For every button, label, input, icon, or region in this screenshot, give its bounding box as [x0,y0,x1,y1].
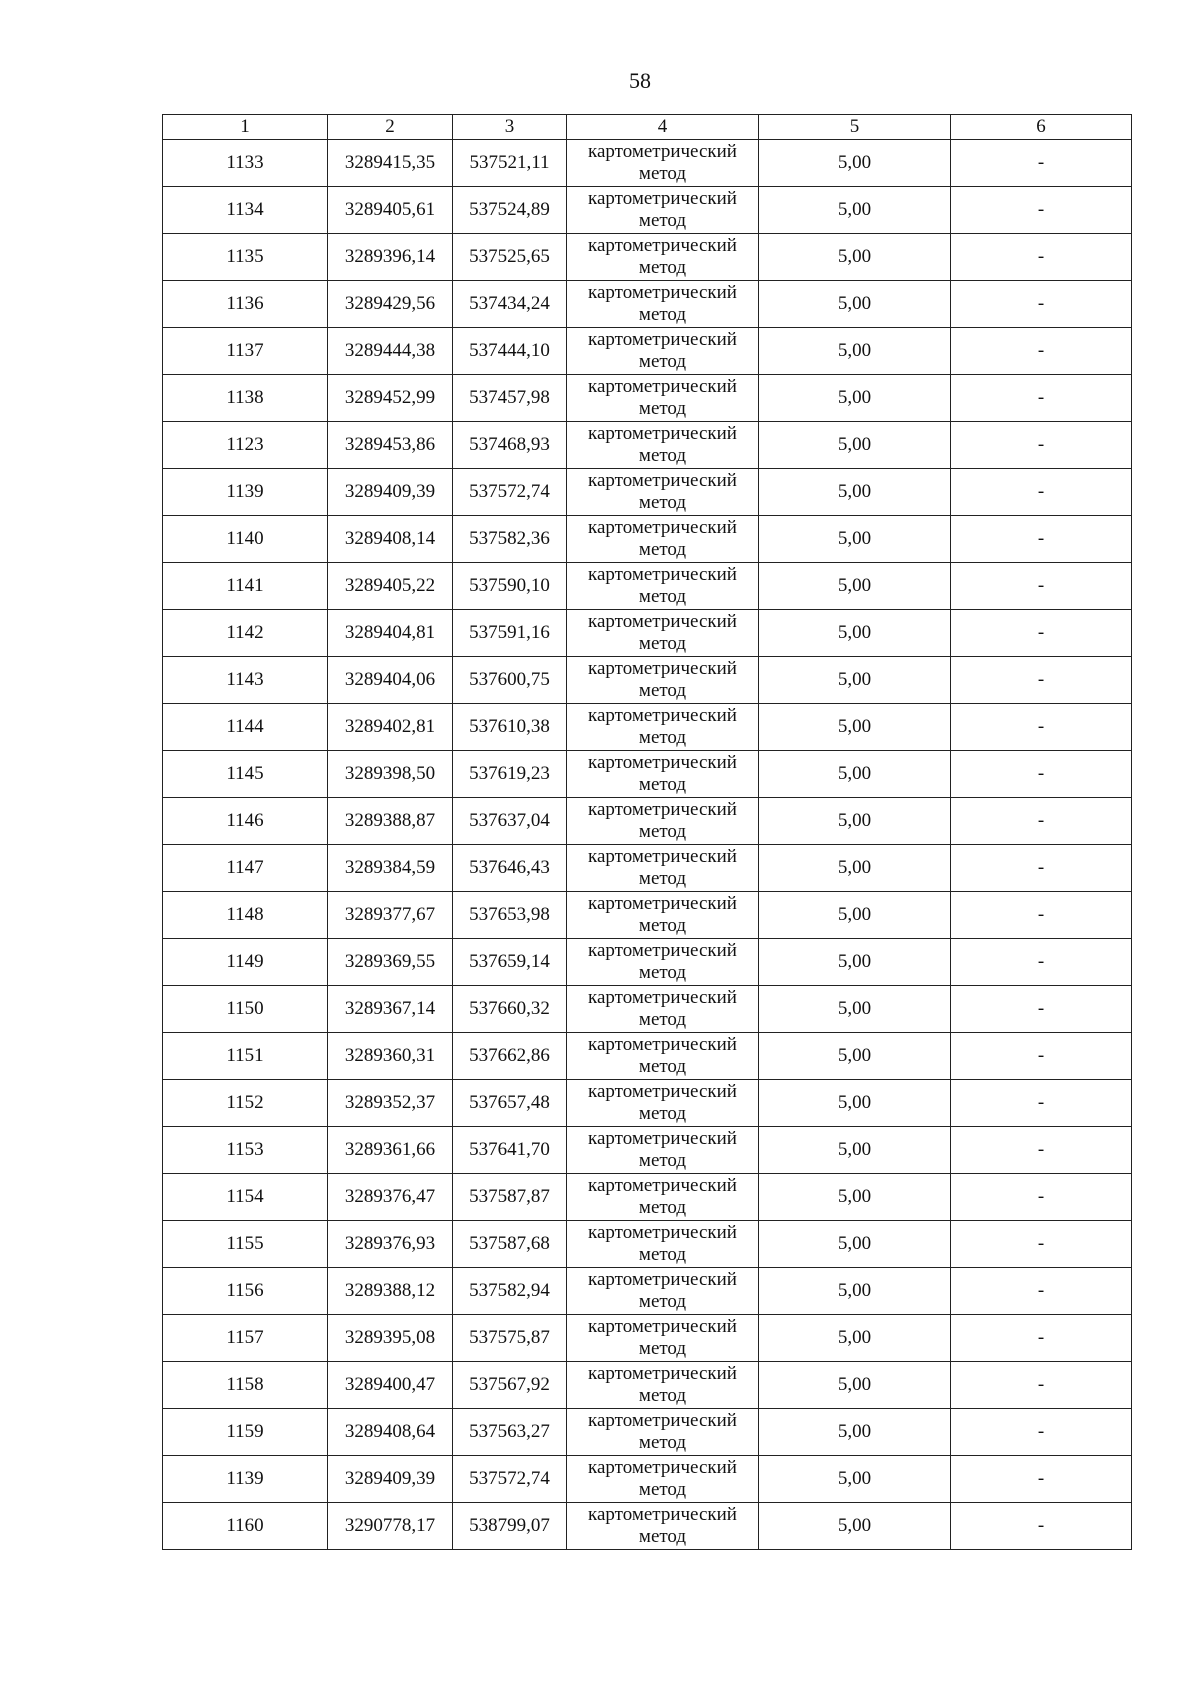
column-header-2: 2 [328,115,453,140]
method-cell: картометрический метод [567,751,759,798]
y-coordinate-cell: 537575,87 [453,1315,567,1362]
y-coordinate-cell: 537653,98 [453,892,567,939]
accuracy-cell: 5,00 [759,422,951,469]
accuracy-cell: 5,00 [759,1080,951,1127]
x-coordinate-cell: 3289405,22 [328,563,453,610]
note-cell: - [951,704,1132,751]
x-coordinate-cell: 3289388,87 [328,798,453,845]
table-row [163,1080,1132,1127]
point-number-cell: 1135 [163,234,328,281]
x-coordinate-cell: 3289367,14 [328,986,453,1033]
note-cell: - [951,1221,1132,1268]
method-cell: картометрический метод [567,1409,759,1456]
note-cell: - [951,1127,1132,1174]
accuracy-cell: 5,00 [759,751,951,798]
point-number-cell: 1152 [163,1080,328,1127]
point-number-cell: 1140 [163,516,328,563]
method-cell: картометрический метод [567,657,759,704]
y-coordinate-cell: 537587,68 [453,1221,567,1268]
x-coordinate-cell: 3289415,35 [328,140,453,187]
accuracy-cell: 5,00 [759,657,951,704]
y-coordinate-cell: 537572,74 [453,469,567,516]
x-coordinate-cell: 3289361,66 [328,1127,453,1174]
x-coordinate-cell: 3289452,99 [328,375,453,422]
x-coordinate-cell: 3289409,39 [328,469,453,516]
accuracy-cell: 5,00 [759,1221,951,1268]
note-cell: - [951,234,1132,281]
note-cell: - [951,610,1132,657]
method-cell: картометрический метод [567,1033,759,1080]
x-coordinate-cell: 3289376,93 [328,1221,453,1268]
method-cell: картометрический метод [567,1503,759,1550]
method-cell: картометрический метод [567,1456,759,1503]
header-row [163,115,1132,140]
table-row [163,1174,1132,1221]
point-number-cell: 1141 [163,563,328,610]
note-cell: - [951,1174,1132,1221]
note-cell: - [951,281,1132,328]
accuracy-cell: 5,00 [759,845,951,892]
page-number: 58 [629,68,651,93]
note-cell: - [951,939,1132,986]
note-cell: - [951,657,1132,704]
accuracy-cell: 5,00 [759,281,951,328]
x-coordinate-cell: 3289360,31 [328,1033,453,1080]
table-row [163,140,1132,187]
y-coordinate-cell: 537659,14 [453,939,567,986]
method-cell: картометрический метод [567,1268,759,1315]
y-coordinate-cell: 538799,07 [453,1503,567,1550]
point-number-cell: 1142 [163,610,328,657]
column-header-4: 4 [567,115,759,140]
accuracy-cell: 5,00 [759,140,951,187]
accuracy-cell: 5,00 [759,328,951,375]
table-row [163,798,1132,845]
note-cell: - [951,563,1132,610]
accuracy-cell: 5,00 [759,1033,951,1080]
note-cell: - [951,986,1132,1033]
y-coordinate-cell: 537468,93 [453,422,567,469]
note-cell: - [951,469,1132,516]
method-cell: картометрический метод [567,986,759,1033]
point-number-cell: 1144 [163,704,328,751]
accuracy-cell: 5,00 [759,1268,951,1315]
table-row [163,469,1132,516]
method-cell: картометрический метод [567,1221,759,1268]
x-coordinate-cell: 3289402,81 [328,704,453,751]
table-row [163,1268,1132,1315]
method-cell: картометрический метод [567,234,759,281]
table-row [163,657,1132,704]
x-coordinate-cell: 3289408,14 [328,516,453,563]
accuracy-cell: 5,00 [759,234,951,281]
point-number-cell: 1139 [163,469,328,516]
y-coordinate-cell: 537567,92 [453,1362,567,1409]
table-row [163,187,1132,234]
note-cell: - [951,328,1132,375]
y-coordinate-cell: 537637,04 [453,798,567,845]
note-cell: - [951,751,1132,798]
method-cell: картометрический метод [567,563,759,610]
accuracy-cell: 5,00 [759,986,951,1033]
point-number-cell: 1138 [163,375,328,422]
point-number-cell: 1154 [163,1174,328,1221]
method-cell: картометрический метод [567,469,759,516]
accuracy-cell: 5,00 [759,704,951,751]
accuracy-cell: 5,00 [759,1503,951,1550]
method-cell: картометрический метод [567,187,759,234]
y-coordinate-cell: 537646,43 [453,845,567,892]
point-number-cell: 1139 [163,1456,328,1503]
table-body [163,140,1132,1550]
column-header-6: 6 [951,115,1132,140]
point-number-cell: 1134 [163,187,328,234]
note-cell: - [951,140,1132,187]
y-coordinate-cell: 537572,74 [453,1456,567,1503]
note-cell: - [951,1315,1132,1362]
method-cell: картометрический метод [567,1362,759,1409]
method-cell: картометрический метод [567,939,759,986]
method-cell: картометрический метод [567,1174,759,1221]
x-coordinate-cell: 3289395,08 [328,1315,453,1362]
x-coordinate-cell: 3289444,38 [328,328,453,375]
table-row [163,234,1132,281]
column-header-5: 5 [759,115,951,140]
y-coordinate-cell: 537657,48 [453,1080,567,1127]
x-coordinate-cell: 3289408,64 [328,1409,453,1456]
table-row [163,328,1132,375]
x-coordinate-cell: 3289400,47 [328,1362,453,1409]
method-cell: картометрический метод [567,516,759,563]
coordinates-table [162,114,1132,1550]
note-cell: - [951,1409,1132,1456]
accuracy-cell: 5,00 [759,939,951,986]
point-number-cell: 1159 [163,1409,328,1456]
accuracy-cell: 5,00 [759,1174,951,1221]
note-cell: - [951,1268,1132,1315]
point-number-cell: 1143 [163,657,328,704]
method-cell: картометрический метод [567,798,759,845]
note-cell: - [951,845,1132,892]
x-coordinate-cell: 3289388,12 [328,1268,453,1315]
x-coordinate-cell: 3289396,14 [328,234,453,281]
y-coordinate-cell: 537610,38 [453,704,567,751]
y-coordinate-cell: 537582,36 [453,516,567,563]
method-cell: картометрический метод [567,328,759,375]
point-number-cell: 1137 [163,328,328,375]
point-number-cell: 1133 [163,140,328,187]
y-coordinate-cell: 537660,32 [453,986,567,1033]
x-coordinate-cell: 3289369,55 [328,939,453,986]
accuracy-cell: 5,00 [759,187,951,234]
y-coordinate-cell: 537582,94 [453,1268,567,1315]
point-number-cell: 1150 [163,986,328,1033]
column-header-3: 3 [453,115,567,140]
point-number-cell: 1155 [163,1221,328,1268]
y-coordinate-cell: 537619,23 [453,751,567,798]
table-row [163,1221,1132,1268]
y-coordinate-cell: 537563,27 [453,1409,567,1456]
point-number-cell: 1157 [163,1315,328,1362]
table-row [163,1315,1132,1362]
note-cell: - [951,187,1132,234]
y-coordinate-cell: 537641,70 [453,1127,567,1174]
table-row [163,563,1132,610]
accuracy-cell: 5,00 [759,1409,951,1456]
y-coordinate-cell: 537525,65 [453,234,567,281]
point-number-cell: 1149 [163,939,328,986]
note-cell: - [951,1080,1132,1127]
point-number-cell: 1123 [163,422,328,469]
accuracy-cell: 5,00 [759,1315,951,1362]
point-number-cell: 1145 [163,751,328,798]
method-cell: картометрический метод [567,281,759,328]
point-number-cell: 1156 [163,1268,328,1315]
method-cell: картометрический метод [567,375,759,422]
table-row [163,751,1132,798]
method-cell: картометрический метод [567,845,759,892]
table-row [163,1503,1132,1550]
table-row [163,516,1132,563]
y-coordinate-cell: 537457,98 [453,375,567,422]
method-cell: картометрический метод [567,1080,759,1127]
y-coordinate-cell: 537521,11 [453,140,567,187]
x-coordinate-cell: 3289409,39 [328,1456,453,1503]
accuracy-cell: 5,00 [759,892,951,939]
accuracy-cell: 5,00 [759,798,951,845]
table-row [163,986,1132,1033]
point-number-cell: 1153 [163,1127,328,1174]
accuracy-cell: 5,00 [759,563,951,610]
point-number-cell: 1146 [163,798,328,845]
table-row [163,375,1132,422]
x-coordinate-cell: 3289405,61 [328,187,453,234]
note-cell: - [951,1456,1132,1503]
point-number-cell: 1158 [163,1362,328,1409]
y-coordinate-cell: 537600,75 [453,657,567,704]
x-coordinate-cell: 3289453,86 [328,422,453,469]
accuracy-cell: 5,00 [759,610,951,657]
note-cell: - [951,892,1132,939]
method-cell: картометрический метод [567,704,759,751]
table-row [163,1362,1132,1409]
point-number-cell: 1151 [163,1033,328,1080]
y-coordinate-cell: 537434,24 [453,281,567,328]
accuracy-cell: 5,00 [759,375,951,422]
note-cell: - [951,375,1132,422]
x-coordinate-cell: 3289404,06 [328,657,453,704]
x-coordinate-cell: 3290778,17 [328,1503,453,1550]
accuracy-cell: 5,00 [759,1127,951,1174]
table-row [163,892,1132,939]
point-number-cell: 1147 [163,845,328,892]
x-coordinate-cell: 3289376,47 [328,1174,453,1221]
y-coordinate-cell: 537444,10 [453,328,567,375]
note-cell: - [951,422,1132,469]
y-coordinate-cell: 537591,16 [453,610,567,657]
note-cell: - [951,1033,1132,1080]
table-row [163,610,1132,657]
y-coordinate-cell: 537524,89 [453,187,567,234]
method-cell: картометрический метод [567,892,759,939]
x-coordinate-cell: 3289398,50 [328,751,453,798]
table-row [163,1456,1132,1503]
table-header [163,115,1132,140]
method-cell: картометрический метод [567,422,759,469]
column-header-1: 1 [163,115,328,140]
point-number-cell: 1160 [163,1503,328,1550]
note-cell: - [951,1503,1132,1550]
y-coordinate-cell: 537590,10 [453,563,567,610]
accuracy-cell: 5,00 [759,516,951,563]
method-cell: картометрический метод [567,140,759,187]
y-coordinate-cell: 537662,86 [453,1033,567,1080]
table-row [163,845,1132,892]
accuracy-cell: 5,00 [759,1456,951,1503]
table-row [163,1409,1132,1456]
x-coordinate-cell: 3289377,67 [328,892,453,939]
table-row [163,1033,1132,1080]
table-row [163,939,1132,986]
accuracy-cell: 5,00 [759,1362,951,1409]
table-row [163,422,1132,469]
note-cell: - [951,516,1132,563]
method-cell: картометрический метод [567,1127,759,1174]
x-coordinate-cell: 3289429,56 [328,281,453,328]
x-coordinate-cell: 3289352,37 [328,1080,453,1127]
point-number-cell: 1136 [163,281,328,328]
y-coordinate-cell: 537587,87 [453,1174,567,1221]
point-number-cell: 1148 [163,892,328,939]
note-cell: - [951,1362,1132,1409]
table-row [163,1127,1132,1174]
table-row [163,704,1132,751]
method-cell: картометрический метод [567,1315,759,1362]
note-cell: - [951,798,1132,845]
method-cell: картометрический метод [567,610,759,657]
table-row [163,281,1132,328]
x-coordinate-cell: 3289404,81 [328,610,453,657]
x-coordinate-cell: 3289384,59 [328,845,453,892]
accuracy-cell: 5,00 [759,469,951,516]
